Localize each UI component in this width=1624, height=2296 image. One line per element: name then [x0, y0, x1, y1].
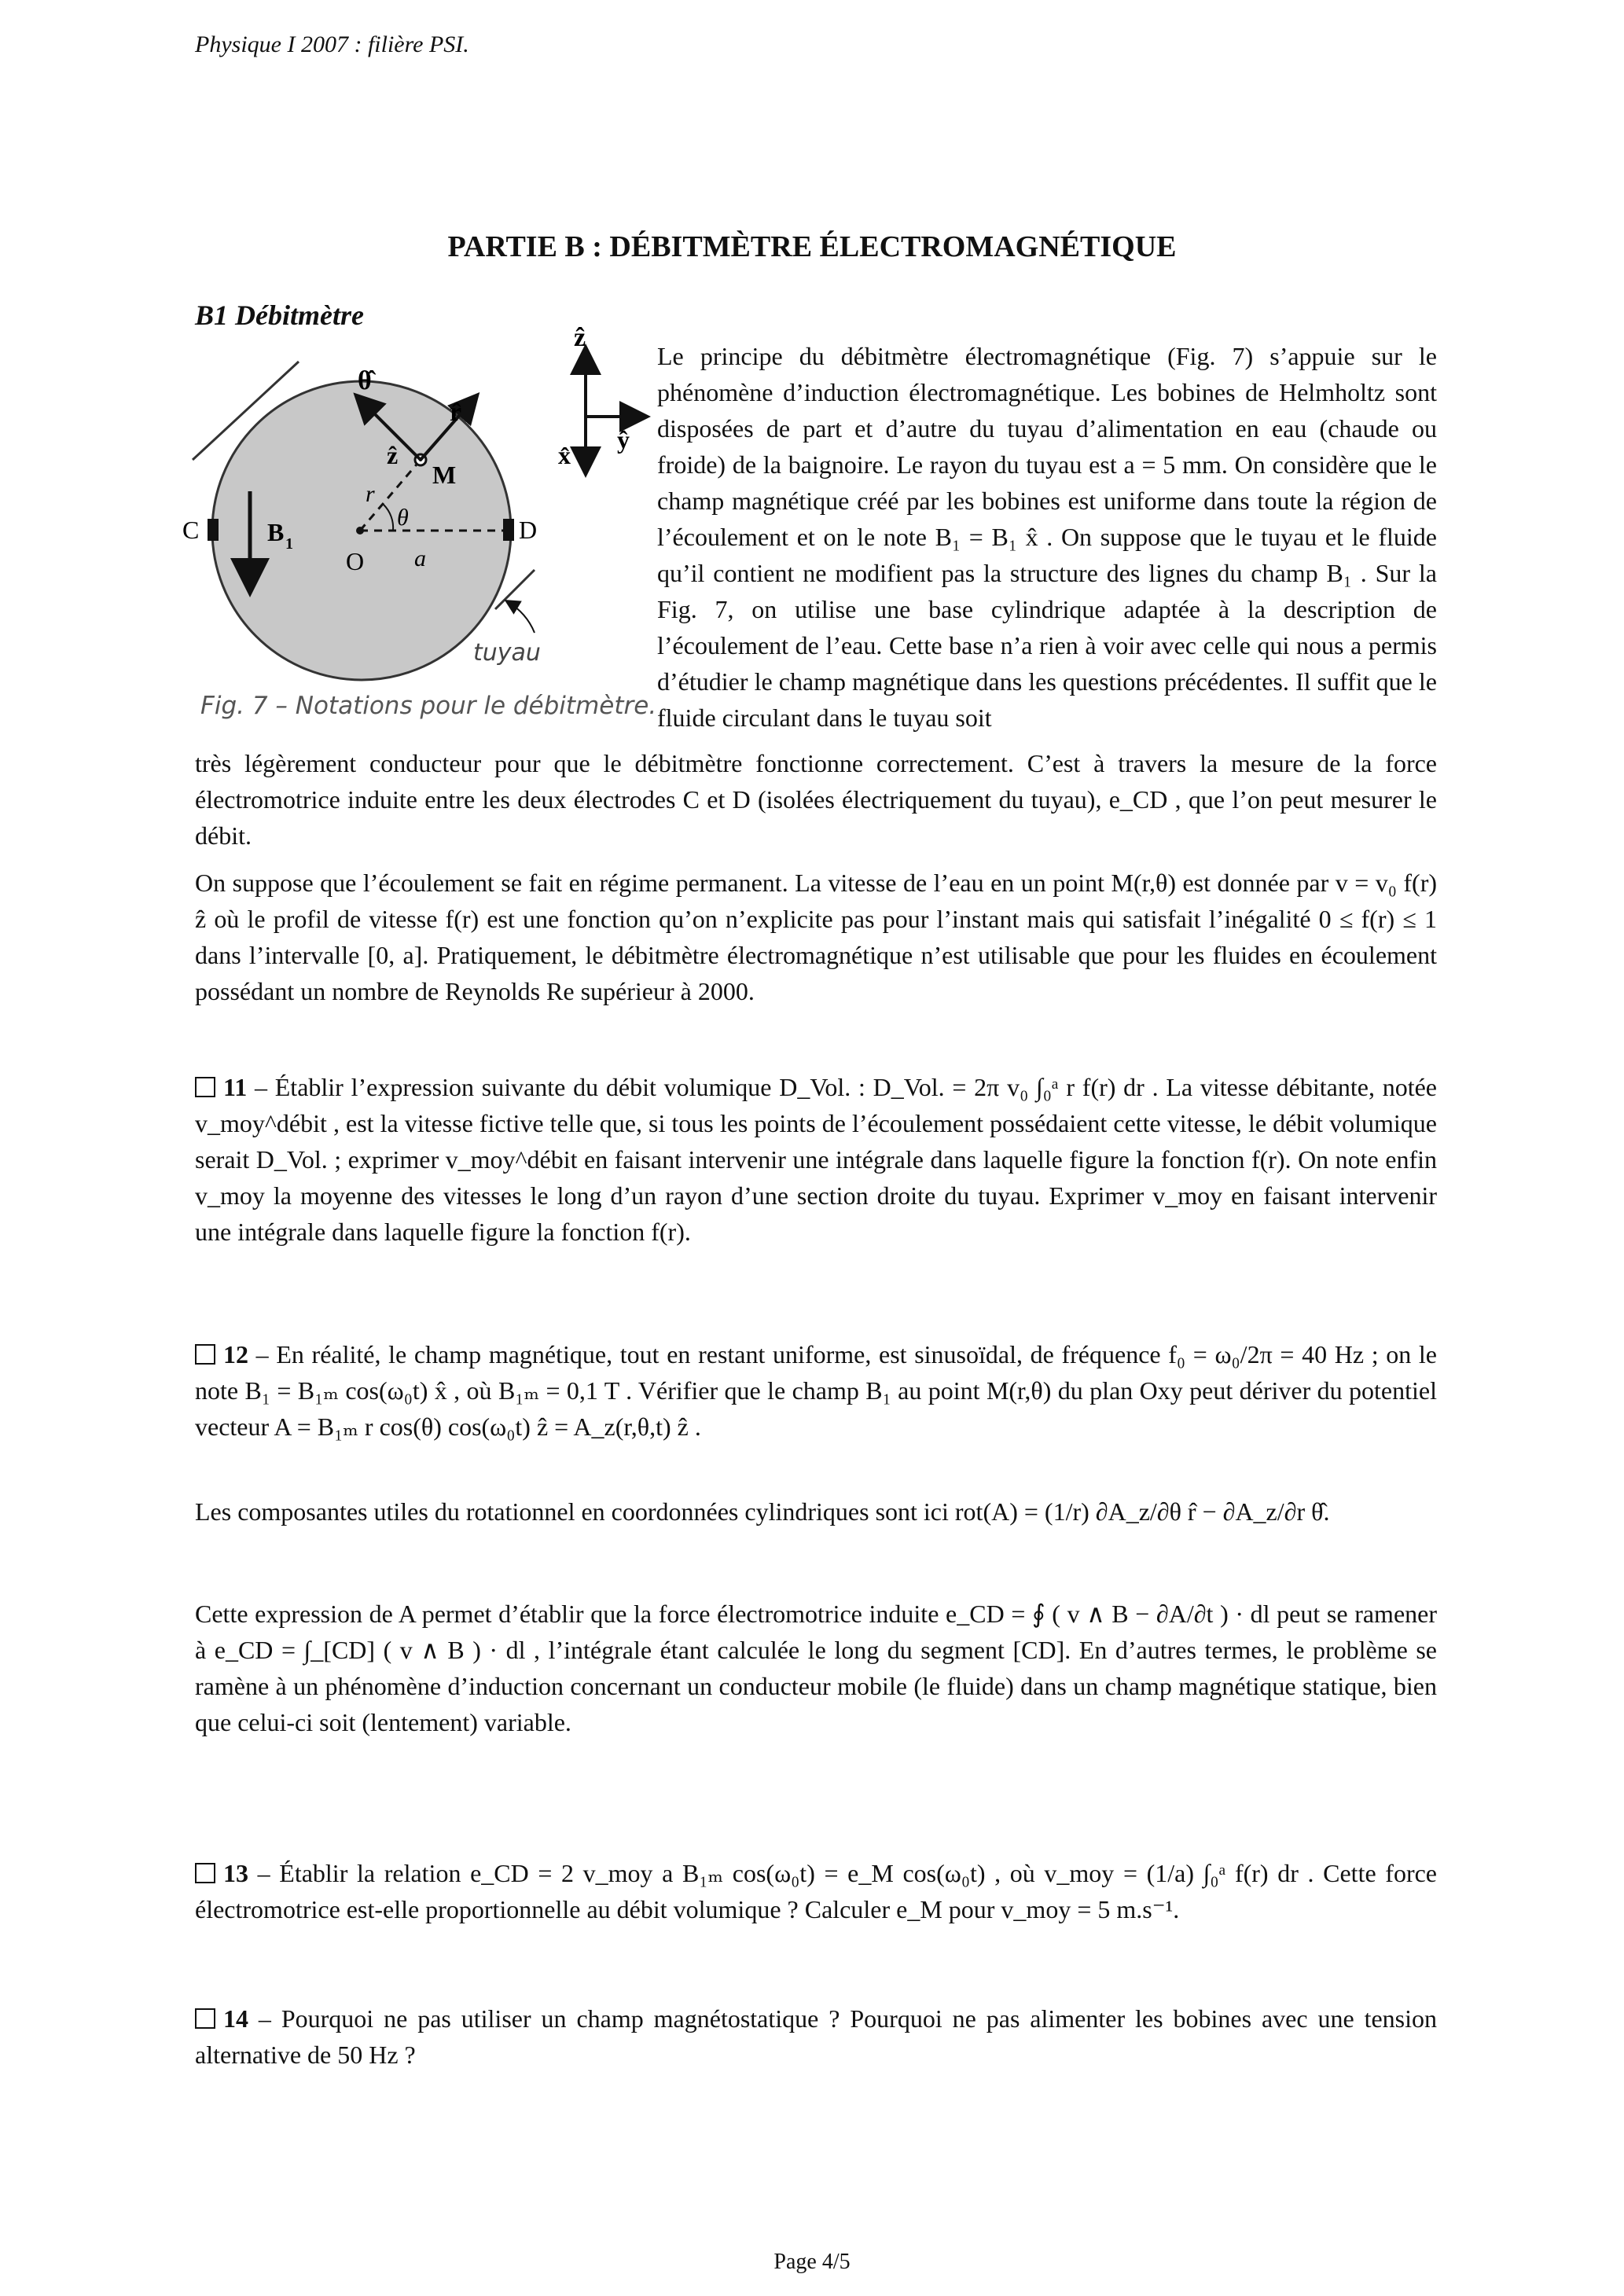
label-x-hat: x̂ — [558, 441, 571, 469]
question-14-text: – Pourquoi ne pas utiliser un champ magnétostatique ? Pourquoi ne pas alimenter les bobines avec une tension alternative de 50 Hz ? — [195, 2004, 1438, 2069]
question-11-text: – Établir l’expression suivante du débit volumique D_Vol. : D_Vol. = 2π v₀ ∫₀ᵃ r f(r) dr . La vitesse débitante, notée v_moy^débit , est la vitesse fictive telle que, si tous les points de l’écoulement possédaient cette vitesse, le débit volumique serait D_Vol. ; exprimer v_moy^débit en faisant intervenir une intégrale dans laquelle figure la fonction f(r). On note enfin v_moy la moyenne des vitesses le long d’un rayon d’une section droite du tuyau. Exprimer v_moy en faisant intervenir une intégrale dans laquelle figure la fonction f(r). — [195, 1073, 1438, 1246]
electrode-d — [503, 519, 514, 541]
label-m: M — [432, 461, 457, 489]
electrode-c — [208, 519, 219, 541]
question-13 — [195, 1855, 1437, 1927]
question-12-number: 12 — [223, 1340, 248, 1368]
question-11 — [195, 1069, 1437, 1250]
label-r: r — [366, 481, 375, 507]
page-footer: Page 4/5 — [773, 2250, 851, 2274]
intro-side-paragraph: Le principe du débitmètre électromagnétique (Fig. 7) s’appuie sur le phénomène d’induction électromagnétique. Les bobines de Helmholtz sont disposées de part et d’autre du tuyau d’alimentation en eau (chaude ou froide) de la baignoire. Le rayon du tuyau est a = 5 mm. On considère que le champ magnétique créé par les bobines est uniforme dans toute la région de l’écoulement et on le note B₁ = B₁ x̂ . On suppose que le tuyau et le fluide qu’il contient ne modifient pas la structure des lignes du champ B₁ . Sur la Fig. 7, on utilise une base cylindrique adaptée à la description de l’écoulement de l’eau. Cette base n’a rien à voir avec celle qui nous a permis d’étudier le champ magnétique dans les questions précédentes. Il suffit que le fluide circulant dans le tuyau soit — [657, 342, 1437, 732]
label-c: C — [182, 516, 200, 544]
label-z-hat-axis: ẑ — [574, 323, 586, 352]
page-header: Physique I 2007 : filière PSI. — [195, 31, 469, 57]
label-tuyau: tuyau — [473, 639, 541, 667]
label-y-hat: ŷ — [617, 425, 630, 454]
question-12-rotational: Les composantes utiles du rotationnel en coordonnées cylindriques sont ici rot(A) = (1/r) ∂A_z/∂θ r̂ − ∂A_z/∂r θ̂. — [195, 1497, 1330, 1526]
regime-paragraph: On suppose que l’écoulement se fait en régime permanent. La vitesse de l’eau en un point M(r,θ) est donnée par v = v₀ f(r) ẑ où le profil de vitesse f(r) est une fonction qu’on n’explicite pas pour l’instant mais qui satisfait l’inégalité 0 ≤ f(r) ≤ 1 dans l’intervalle [0, a]. Pratiquement, le débitmètre électromagnétique n’est utilisable que pour les fluides en écoulement possédant un nombre de Reynolds Re supérieur à 2000. — [195, 869, 1437, 1005]
question-13-number: 13 — [223, 1859, 248, 1887]
intro-continued-paragraph: très légèrement conducteur pour que le débitmètre fonctionne correctement. C’est à travers la mesure de la force électromotrice induite entre les deux électrodes C et D (isolées électriquement du tuyau), e_CD , que l’on peut mesurer le débit. — [195, 749, 1437, 850]
question-12-text-1: – En réalité, le champ magnétique, tout en restant uniforme, est sinusoïdal, de fréquence f₀ = ω₀/2π = 40 Hz ; on le note B₁ = B₁ₘ cos(ω₀t) x̂ , où B₁ₘ = 0,1 T . Vérifier que le champ B₁ au point M(r,θ) du plan Oxy peut dériver du potentiel vecteur A = B₁ₘ r cos(θ) cos(ω₀t) ẑ = A_z(r,θ,t) ẑ . — [195, 1340, 1438, 1441]
label-a: a — [414, 546, 426, 571]
question-14 — [195, 2000, 1437, 2073]
label-b1-sub: 1 — [285, 535, 293, 553]
figure-7-diagram — [182, 323, 652, 700]
question-13-text: – Établir la relation e_CD = 2 v_moy a B₁ₘ cos(ω₀t) = e_M cos(ω₀t) , où v_moy = (1/a) ∫₀ᵃ f(r) dr . Cette force électromotrice est-elle proportionnelle au débit volumique ? Calculer e_M pour v_moy = 5 m.s⁻¹. — [195, 1859, 1438, 1923]
label-theta-hat: θ̂ — [358, 366, 372, 395]
figure-caption: Fig. 7 – Notations pour le débitmètre. — [200, 692, 657, 720]
tuyau-pointer-arrow — [507, 601, 535, 633]
question-14-number: 14 — [223, 2004, 248, 2033]
question-12 — [195, 1336, 1437, 1445]
section-heading: B1 Débitmètre — [195, 299, 364, 331]
part-title: PARTIE B : DÉBITMÈTRE ÉLECTROMAGNÉTIQUE — [447, 230, 1177, 263]
label-d: D — [519, 516, 538, 544]
question-checkbox-icon — [195, 1863, 215, 1883]
label-z-hat-m: ẑ — [387, 441, 399, 469]
question-12-emf: Cette expression de A permet d’établir que la force électromotrice induite e_CD = ∮ ( v ∧ B − ∂A/∂t ) · dl peut se ramener à e_CD = ∫_[CD] ( v ∧ B ) · dl , l’intégrale étant calculée le long du segment [CD]. En d’autres termes, le problème se ramène à un phénomène d’induction concernant un conducteur mobile (le fluide) dans un champ magnétique statique, bien que celui-ci soit (lentement) variable. — [195, 1600, 1437, 1736]
center-point-o — [356, 527, 364, 535]
question-11-number: 11 — [223, 1073, 248, 1101]
question-checkbox-icon — [195, 2008, 215, 2029]
label-b1: B — [267, 518, 285, 546]
question-checkbox-icon — [195, 1344, 215, 1365]
question-checkbox-icon — [195, 1077, 215, 1097]
label-r-hat: r̂ — [450, 398, 462, 427]
label-theta: θ — [397, 505, 409, 531]
label-o: O — [346, 547, 365, 575]
